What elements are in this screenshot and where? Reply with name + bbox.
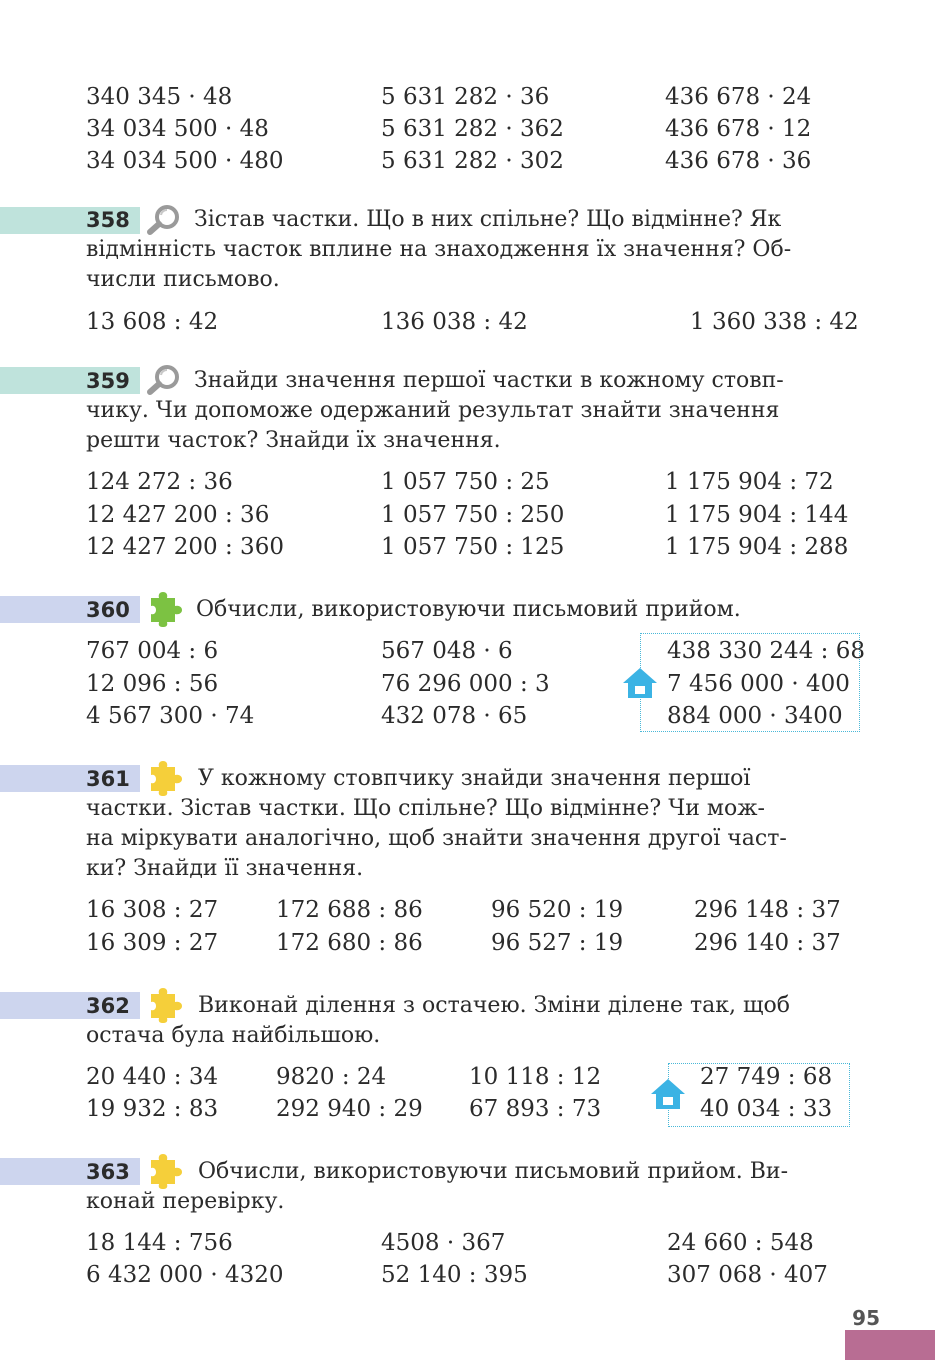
expression: 34 034 500 · 480 xyxy=(86,148,284,174)
expression: 172 688 : 86 xyxy=(276,897,423,923)
expression: 52 140 : 395 xyxy=(381,1262,528,1288)
expression: 296 140 : 37 xyxy=(694,930,841,956)
expression: 27 749 : 68 xyxy=(700,1064,833,1090)
task-363-text xyxy=(86,1157,851,1217)
expression: 884 000 · 3400 xyxy=(667,703,843,729)
expression: 18 144 : 756 xyxy=(86,1230,233,1256)
expression: 438 330 244 : 68 xyxy=(667,638,865,664)
expression: 5 631 282 · 362 xyxy=(381,116,564,142)
task-360-number: 360 xyxy=(86,598,130,622)
task-363-number: 363 xyxy=(86,1160,130,1184)
expression: 1 057 750 : 25 xyxy=(381,469,550,495)
expression: 567 048 · 6 xyxy=(381,638,513,664)
expression: 9820 : 24 xyxy=(276,1064,387,1090)
expression: 1 175 904 : 144 xyxy=(665,502,849,528)
expression: 13 608 : 42 xyxy=(86,309,219,335)
expression: 4 567 300 · 74 xyxy=(86,703,255,729)
expression: 172 680 : 86 xyxy=(276,930,423,956)
task-text-line: чику. Чи допоможе одержаний результат знайти значення xyxy=(86,398,780,423)
expression: 292 940 : 29 xyxy=(276,1096,423,1122)
home-icon xyxy=(621,666,659,700)
expression: 1 360 338 : 42 xyxy=(690,309,859,335)
task-359-number: 359 xyxy=(86,369,130,393)
expression: 436 678 · 12 xyxy=(665,116,812,142)
expression: 1 057 750 : 125 xyxy=(381,534,565,560)
task-text-line: Обчисли, використовуючи письмовий прийом. xyxy=(196,597,741,622)
expression: 4508 · 367 xyxy=(381,1230,506,1256)
expression: 40 034 : 33 xyxy=(700,1096,833,1122)
expression: 5 631 282 · 36 xyxy=(381,84,550,110)
expression: 6 432 000 · 4320 xyxy=(86,1262,284,1288)
task-text-line: частки. Зістав частки. Що спільне? Що відмінне? Чи мож- xyxy=(86,796,765,821)
expression: 340 345 · 48 xyxy=(86,84,233,110)
expression: 767 004 : 6 xyxy=(86,638,219,664)
expression: 24 660 : 548 xyxy=(667,1230,814,1256)
task-358-number: 358 xyxy=(86,208,130,232)
expression: 432 078 · 65 xyxy=(381,703,528,729)
expression: 20 440 : 34 xyxy=(86,1064,219,1090)
expression: 5 631 282 · 302 xyxy=(381,148,564,174)
task-361-number: 361 xyxy=(86,767,130,791)
expression: 1 175 904 : 288 xyxy=(665,534,849,560)
expression: 12 427 200 : 360 xyxy=(86,534,284,560)
expression: 16 309 : 27 xyxy=(86,930,219,956)
expression: 436 678 · 36 xyxy=(665,148,812,174)
expression: 34 034 500 · 48 xyxy=(86,116,269,142)
task-text-line: Знайди значення першої частки в кожному стовп- xyxy=(194,368,784,393)
task-text-line: на міркувати аналогічно, щоб знайти значення другої част- xyxy=(86,826,787,851)
expression: 7 456 000 · 400 xyxy=(667,671,850,697)
task-362-text xyxy=(86,991,851,1051)
task-text-line: остача була найбільшою. xyxy=(86,1023,381,1048)
task-361-text xyxy=(86,764,851,884)
expression: 19 932 : 83 xyxy=(86,1096,219,1122)
task-text-line: Обчисли, використовуючи письмовий прийом. Ви- xyxy=(198,1159,789,1184)
task-text-line: числи письмово. xyxy=(86,267,280,292)
task-text-line: Зістав частки. Що в них спільне? Що відмінне? Як xyxy=(194,207,782,232)
expression: 136 038 : 42 xyxy=(381,309,528,335)
expression: 96 520 : 19 xyxy=(491,897,624,923)
task-text-line: ки? Знайди її значення. xyxy=(86,856,364,881)
expression: 96 527 : 19 xyxy=(491,930,624,956)
expression: 12 096 : 56 xyxy=(86,671,219,697)
task-text-line: У кожному стовпчику знайди значення першої xyxy=(198,766,751,791)
task-text-line: Виконай ділення з остачею. Зміни ділене так, щоб xyxy=(198,993,790,1018)
expression: 307 068 · 407 xyxy=(667,1262,828,1288)
expression: 67 893 : 73 xyxy=(469,1096,602,1122)
expression: 16 308 : 27 xyxy=(86,897,219,923)
expression: 1 057 750 : 250 xyxy=(381,502,565,528)
task-359-text xyxy=(86,366,851,456)
expression: 76 296 000 : 3 xyxy=(381,671,550,697)
task-text-line: відмінність часток вплине на знаходження їх значення? Об- xyxy=(86,237,792,262)
task-text-line: решти часток? Знайди їх значення. xyxy=(86,428,501,453)
expression: 124 272 : 36 xyxy=(86,469,233,495)
task-text-line: конай перевірку. xyxy=(86,1189,285,1214)
expression: 296 148 : 37 xyxy=(694,897,841,923)
expression: 1 175 904 : 72 xyxy=(665,469,834,495)
task-358-text xyxy=(86,205,851,295)
task-362-number: 362 xyxy=(86,994,130,1018)
expression: 10 118 : 12 xyxy=(469,1064,602,1090)
expression: 12 427 200 : 36 xyxy=(86,502,270,528)
home-icon xyxy=(649,1077,687,1111)
page-number-bar xyxy=(845,1330,935,1360)
page-number: 95 xyxy=(852,1306,880,1330)
task-360-text xyxy=(86,595,851,625)
expression: 436 678 · 24 xyxy=(665,84,812,110)
